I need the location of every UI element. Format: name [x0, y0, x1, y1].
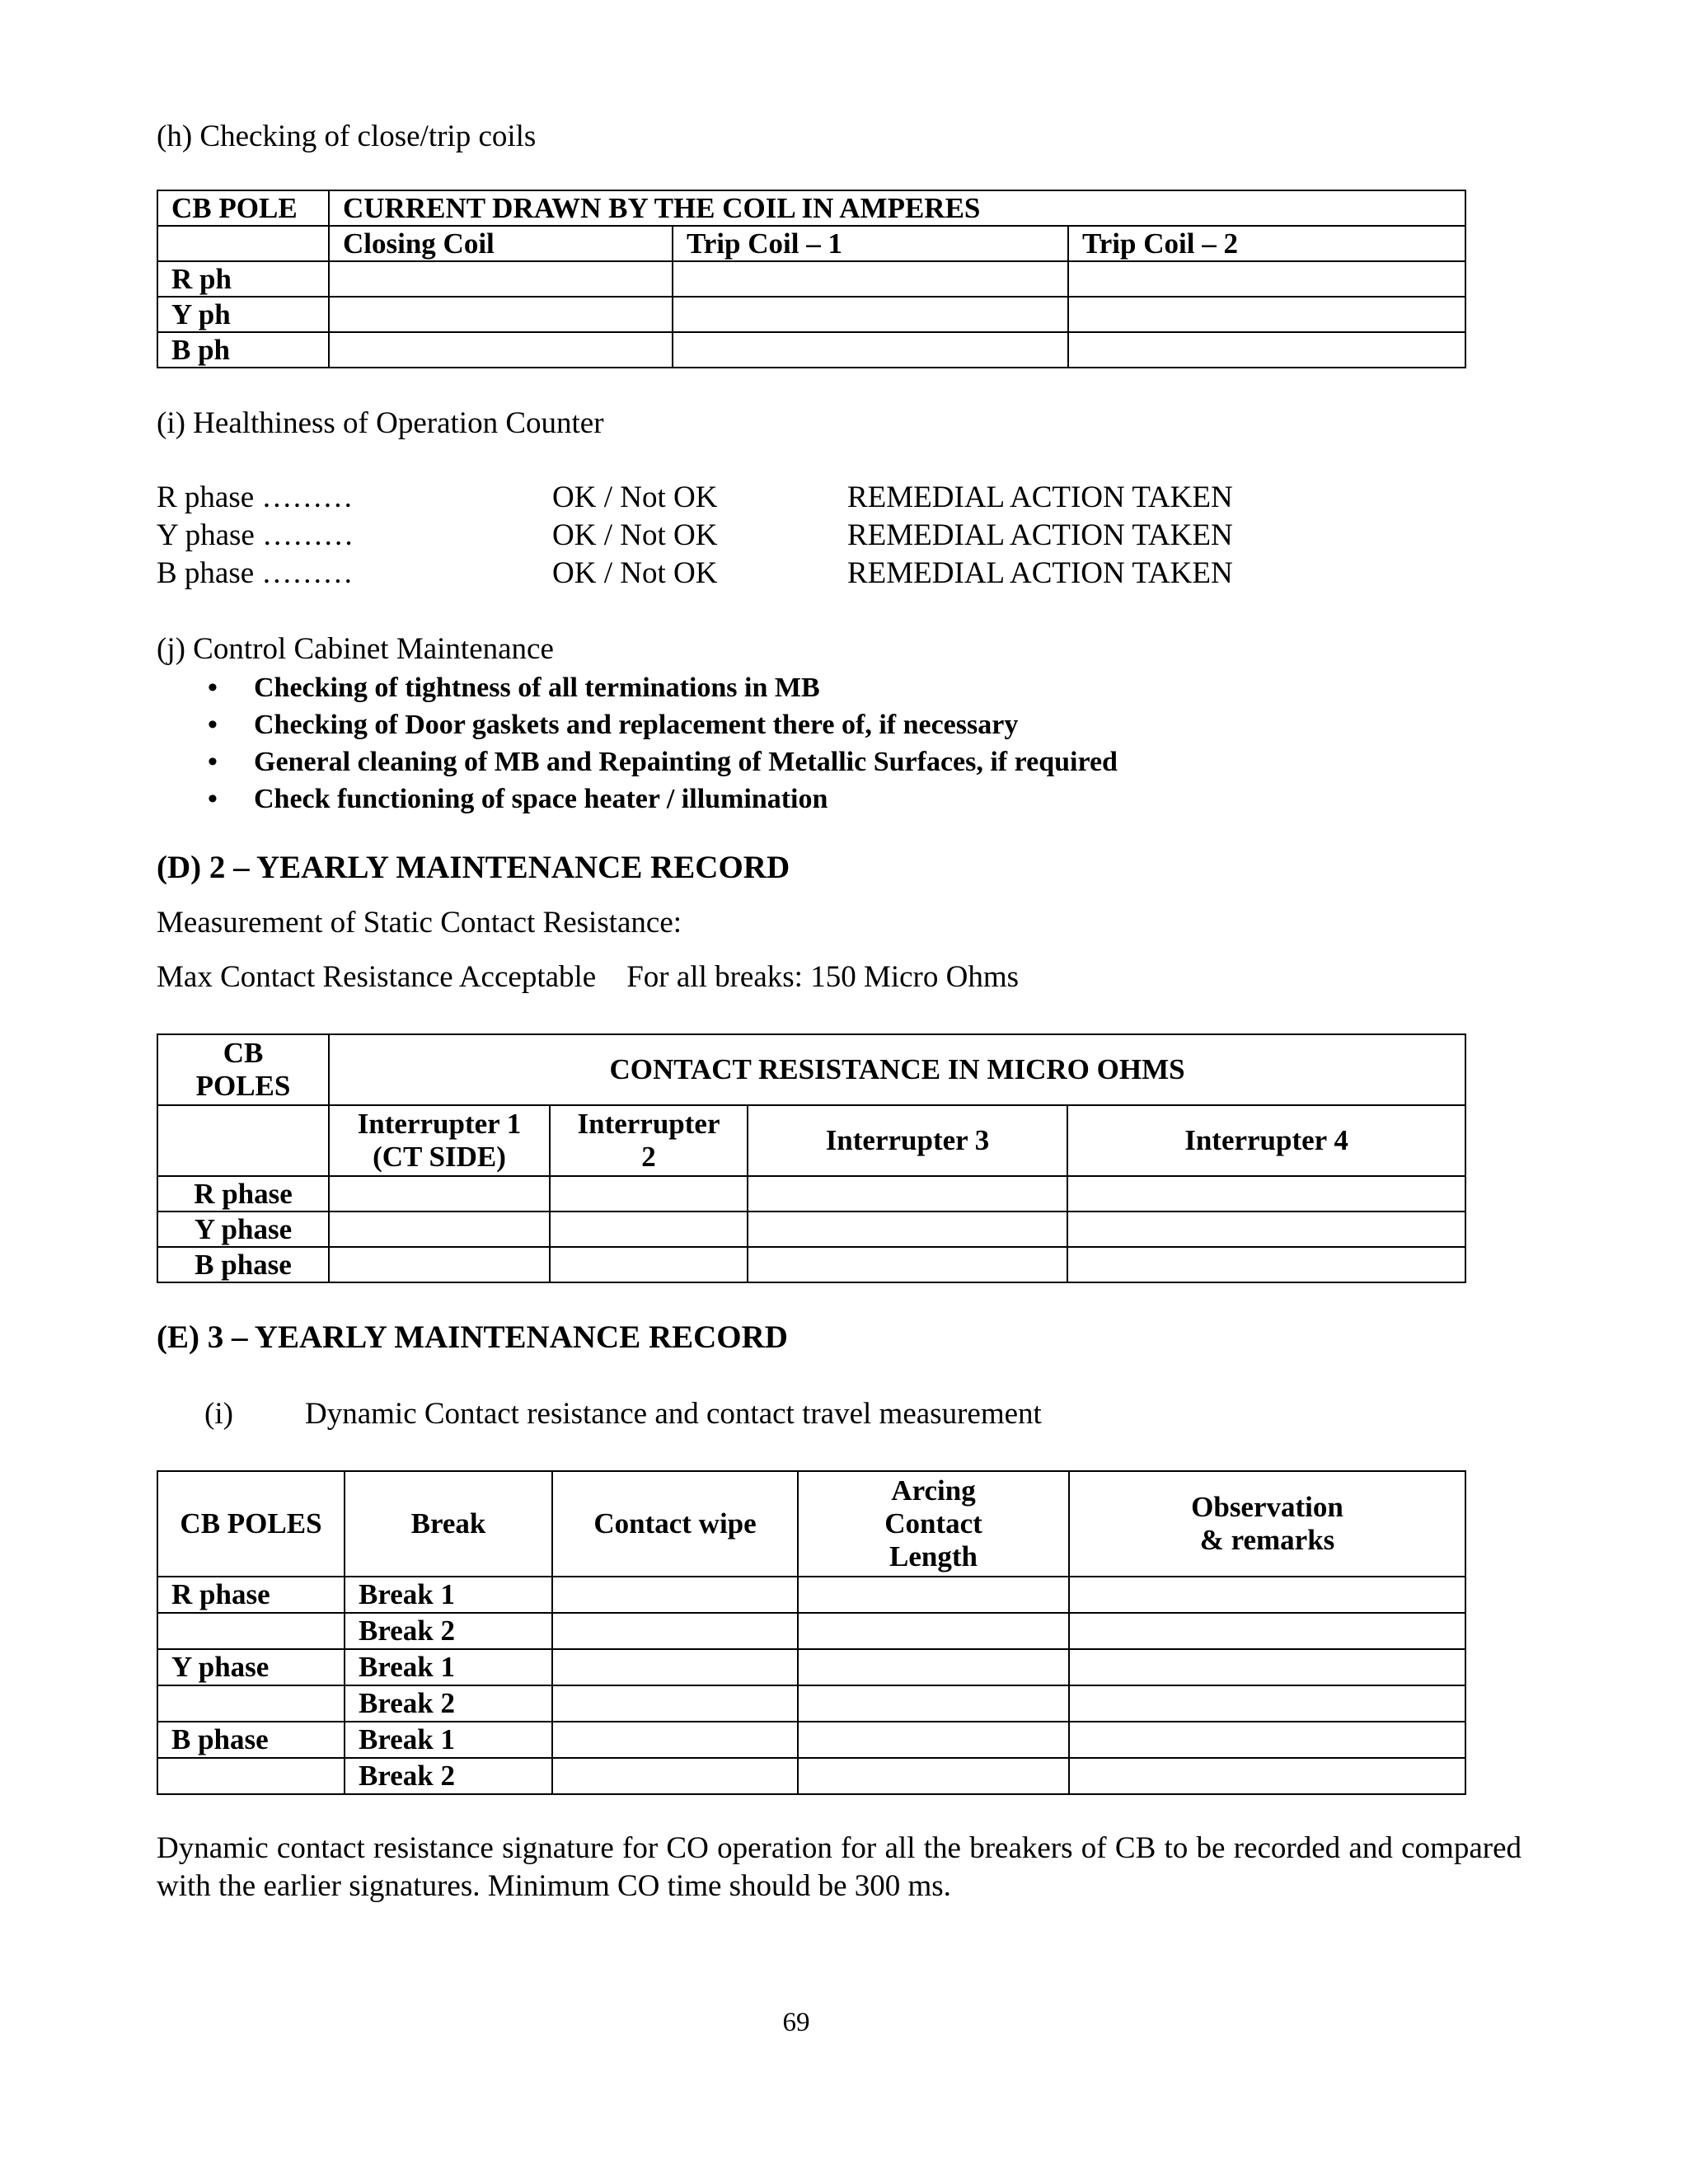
interrupter-1-y-field[interactable] [329, 1212, 550, 1247]
col-cb-poles: CB POLES [157, 1034, 329, 1105]
empty-cell [157, 226, 329, 261]
col-trip-coil-2: Trip Coil – 2 [1068, 226, 1465, 261]
interrupter-3-r-field[interactable] [748, 1176, 1067, 1212]
section-h-heading: (h) Checking of close/trip coils [157, 120, 537, 153]
counter-b-action: REMEDIAL ACTION TAKEN [847, 556, 1233, 590]
col-observation-remarks: Observation & remarks [1069, 1471, 1465, 1577]
row-break-label: Break 2 [345, 1685, 552, 1722]
col-arcing-contact-length: Arcing Contact Length [798, 1471, 1069, 1577]
closing-coil-b-field[interactable] [329, 332, 673, 368]
row-pole-label: Y phase [157, 1649, 345, 1685]
subsection-title: Dynamic Contact resistance and contact travel measurement [305, 1397, 1042, 1431]
contact-wipe-field[interactable] [552, 1685, 798, 1722]
interrupter-1-r-field[interactable] [329, 1176, 550, 1212]
row-break-label: Break 1 [345, 1577, 552, 1613]
counter-r-action: REMEDIAL ACTION TAKEN [847, 480, 1233, 514]
page-number: 69 [782, 2008, 810, 2037]
col-cb-pole: CB POLE [157, 190, 329, 226]
counter-y-phase: Y phase ……… [157, 518, 354, 552]
counter-y-status: OK / Not OK [552, 518, 718, 552]
interrupter-4-b-field[interactable] [1067, 1247, 1465, 1282]
maintenance-checklist [157, 669, 1118, 818]
row-pole-label [157, 1685, 345, 1722]
interrupter-3-y-field[interactable] [748, 1212, 1067, 1247]
trip-coil-1-b-field[interactable] [673, 332, 1068, 368]
list-item: • General cleaning of MB and Repainting of Metallic Surfaces, if required [157, 743, 1118, 780]
trip-coil-2-y-field[interactable] [1068, 297, 1465, 332]
dynamic-contact-table [157, 1470, 1466, 1795]
counter-b-phase: B phase ……… [157, 556, 354, 590]
max-resistance-note: Max Contact Resistance Acceptable For all breaks: 150 Micro Ohms [157, 960, 1020, 994]
row-pole-label [157, 1613, 345, 1649]
counter-r-status: OK / Not OK [552, 480, 718, 514]
col-interrupter-3: Interrupter 3 [748, 1105, 1067, 1176]
bullet-icon: • [208, 747, 218, 777]
contact-wipe-field[interactable] [552, 1649, 798, 1685]
col-closing-coil: Closing Coil [329, 226, 673, 261]
arcing-length-field[interactable] [798, 1577, 1069, 1613]
static-resistance-label: Measurement of Static Contact Resistance: [157, 906, 682, 940]
interrupter-3-b-field[interactable] [748, 1247, 1067, 1282]
arcing-length-field[interactable] [798, 1685, 1069, 1722]
section-e-heading: (E) 3 – YEARLY MAINTENANCE RECORD [157, 1319, 788, 1355]
closing-coil-r-field[interactable] [329, 261, 673, 297]
contact-wipe-field[interactable] [552, 1577, 798, 1613]
list-item: • Check functioning of space heater / illumination [157, 780, 1118, 818]
subsection-number: (i) [204, 1397, 233, 1431]
observation-field[interactable] [1069, 1758, 1465, 1794]
interrupter-2-b-field[interactable] [550, 1247, 748, 1282]
observation-field[interactable] [1069, 1577, 1465, 1613]
col-cb-poles: CB POLES [157, 1471, 345, 1577]
row-label-y-phase: Y phase [157, 1212, 329, 1247]
arcing-length-field[interactable] [798, 1613, 1069, 1649]
coil-current-table [157, 190, 1466, 368]
section-j-heading: (j) Control Cabinet Maintenance [157, 632, 554, 666]
col-break: Break [345, 1471, 552, 1577]
contact-wipe-field[interactable] [552, 1613, 798, 1649]
col-contact-wipe: Contact wipe [552, 1471, 798, 1577]
interrupter-2-r-field[interactable] [550, 1176, 748, 1212]
interrupter-4-y-field[interactable] [1067, 1212, 1465, 1247]
interrupter-2-y-field[interactable] [550, 1212, 748, 1247]
row-label-b-ph: B ph [157, 332, 329, 368]
trip-coil-2-b-field[interactable] [1068, 332, 1465, 368]
trip-coil-1-r-field[interactable] [673, 261, 1068, 297]
row-label-y-ph: Y ph [157, 297, 329, 332]
interrupter-4-r-field[interactable] [1067, 1176, 1465, 1212]
contact-wipe-field[interactable] [552, 1758, 798, 1794]
row-label-r-ph: R ph [157, 261, 329, 297]
row-label-b-phase: B phase [157, 1247, 329, 1282]
list-item: • Checking of Door gaskets and replacement there of, if necessary [157, 706, 1118, 743]
col-current-drawn: CURRENT DRAWN BY THE COIL IN AMPERES [329, 190, 1465, 226]
counter-b-status: OK / Not OK [552, 556, 718, 590]
row-break-label: Break 2 [345, 1758, 552, 1794]
col-interrupter-4: Interrupter 4 [1067, 1105, 1465, 1176]
dynamic-signature-note: Dynamic contact resistance signature for CO operation for all the breakers of CB to be recorded and compared with the earlier signatures. Minimum CO time should be 300 ms. [157, 1831, 1522, 1903]
observation-field[interactable] [1069, 1722, 1465, 1758]
bullet-icon: • [208, 784, 218, 814]
interrupter-1-b-field[interactable] [329, 1247, 550, 1282]
row-break-label: Break 1 [345, 1722, 552, 1758]
col-contact-resistance: CONTACT RESISTANCE IN MICRO OHMS [329, 1034, 1465, 1105]
bullet-icon: • [208, 710, 218, 740]
col-interrupter-2: Interrupter 2 [550, 1105, 748, 1176]
bullet-icon: • [208, 673, 218, 703]
row-break-label: Break 2 [345, 1613, 552, 1649]
section-d-heading: (D) 2 – YEARLY MAINTENANCE RECORD [157, 850, 790, 885]
trip-coil-1-y-field[interactable] [673, 297, 1068, 332]
row-break-label: Break 1 [345, 1649, 552, 1685]
row-pole-label: B phase [157, 1722, 345, 1758]
row-pole-label: R phase [157, 1577, 345, 1613]
contact-resistance-table [157, 1033, 1466, 1283]
row-pole-label [157, 1758, 345, 1794]
col-interrupter-1: Interrupter 1 (CT SIDE) [329, 1105, 550, 1176]
empty-cell [157, 1105, 329, 1176]
observation-field[interactable] [1069, 1685, 1465, 1722]
observation-field[interactable] [1069, 1649, 1465, 1685]
arcing-length-field[interactable] [798, 1649, 1069, 1685]
list-item: • Checking of tightness of all terminations in MB [157, 669, 1118, 706]
arcing-length-field[interactable] [798, 1758, 1069, 1794]
trip-coil-2-r-field[interactable] [1068, 261, 1465, 297]
contact-wipe-field[interactable] [552, 1722, 798, 1758]
closing-coil-y-field[interactable] [329, 297, 673, 332]
col-trip-coil-1: Trip Coil – 1 [673, 226, 1068, 261]
row-label-r-phase: R phase [157, 1176, 329, 1212]
counter-y-action: REMEDIAL ACTION TAKEN [847, 518, 1233, 552]
arcing-length-field[interactable] [798, 1722, 1069, 1758]
counter-r-phase: R phase ……… [157, 480, 354, 514]
section-i-heading: (i) Healthiness of Operation Counter [157, 406, 604, 440]
observation-field[interactable] [1069, 1613, 1465, 1649]
